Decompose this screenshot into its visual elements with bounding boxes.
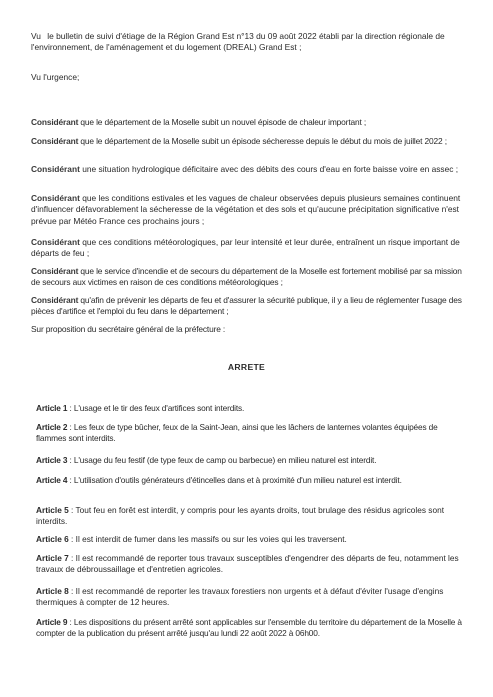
considerant-text: qu'afin de prévenir les départs de feu et d'assurer la sécurité publique, il y a lieu de réglementer l'usage des pièces d'artifice et l'emploi du feu dans le département ; [31, 295, 462, 317]
article-text: : L'utilisation d'outils générateurs d'étincelles dans et à proximité d'un milieu naturel est interdit. [67, 475, 402, 485]
article-paragraph [36, 553, 466, 576]
article-text: : Les feux de type bûcher, feux de la Saint-Jean, ainsi que les lâchers de lanternes volantes équipées de flammes sont interdits. [36, 422, 438, 444]
article-label: Article 5 [36, 505, 69, 515]
article-paragraph [36, 534, 466, 545]
article-label: Article 4 [36, 475, 68, 485]
proposition-text: Sur proposition du secrétaire général de la préfecture : [31, 324, 226, 334]
article-paragraph [36, 617, 466, 640]
proposition-paragraph [31, 324, 466, 335]
considerant-text: que ces conditions météorologiques, par leur intensité et leur durée, entraînent un risque important de départs de feu ; [31, 237, 460, 259]
article-label: Article 8 [36, 586, 69, 596]
considerant-label: Considérant [31, 237, 80, 247]
article-label: Article 6 [36, 534, 69, 544]
article-paragraph [36, 475, 466, 486]
article-text: : L'usage et le tir des feux d'artifices sont interdits. [67, 403, 245, 413]
article-text: : Tout feu en forêt est interdit, y compris pour les ayants droits, tout brulage des résidus agricoles sont interdits. [36, 505, 444, 527]
article-text: : L'usage du feu festif (de type feux de camp ou barbecue) en milieu naturel est interdit. [67, 455, 377, 465]
considerant-paragraph [31, 266, 466, 289]
article-label: Article 9 [36, 617, 68, 627]
article-paragraph [36, 586, 466, 609]
article-text: : Il est recommandé de reporter tous travaux susceptibles d'engendrer des départs de feu, notamment les travaux de débroussaillage et d'entretien agricoles. [36, 553, 459, 575]
considerant-text: que le département de la Moselle subit un épisode sécheresse depuis le début du mois de juillet 2022 ; [78, 136, 447, 146]
article-label: Article 2 [36, 422, 68, 432]
considerant-text: que les conditions estivales et les vagues de chaleur observées depuis plusieurs semaines continuent d'influencer défavorablement la sécheresse de la végétation et des sols et qu'aucune précipitation significative n'est prévue par Météo France ces prochains jours ; [31, 193, 461, 226]
vu-bulletin-text: le bulletin de suivi d'étiage de la Région Grand Est n°13 du 09 août 2022 établi par la direction régionale de l'environnement, de l'aménagement et du logement (DREAL) Grand Est ; [31, 31, 445, 53]
article-paragraph [36, 403, 466, 414]
considerant-paragraph [31, 164, 466, 175]
vu-bulletin-paragraph [31, 31, 466, 54]
considerant-paragraph [31, 117, 466, 128]
considerant-paragraph [31, 237, 466, 260]
considerant-label: Considérant [31, 164, 80, 174]
considerant-label: Considérant [31, 266, 79, 276]
considerant-paragraph [31, 295, 466, 318]
considerant-label: Considérant [31, 117, 79, 127]
considerant-label: Considérant [31, 193, 80, 203]
considerant-label: Considérant [31, 136, 79, 146]
article-label: Article 7 [36, 553, 69, 563]
considerant-text: que le département de la Moselle subit un nouvel épisode de chaleur important ; [78, 117, 367, 127]
vu-prefix: Vu [31, 31, 41, 41]
article-text: : Il est recommandé de reporter les travaux forestiers non urgents et à défaut d'éviter l'usage d'engins thermiques à compter de 12 heures. [36, 586, 444, 608]
article-paragraph [36, 455, 466, 466]
article-label: Article 3 [36, 455, 68, 465]
considerant-text: une situation hydrologique déficitaire avec des débits des cours d'eau en forte baisse voire en assec ; [79, 164, 459, 174]
article-text: : Les dispositions du présent arrêté sont applicables sur l'ensemble du territoire du département de la Moselle à compter de la publication du présent arrêté jusqu'au lundi 22 août 2022 à 06h00. [36, 617, 462, 639]
considerant-paragraph [31, 136, 466, 147]
arrete-title: ARRETE [227, 362, 266, 372]
article-text: : Il est interdit de fumer dans les massifs ou sur les voies qui les traversent. [68, 534, 347, 544]
article-label: Article 1 [36, 403, 68, 413]
vu-urgence-text: Vu l'urgence; [31, 72, 80, 82]
considerant-label: Considérant [31, 295, 79, 305]
considerant-text: que le service d'incendie et de secours du département de la Moselle est fortement mobilisé par sa mission de secours aux victimes en raison de ces conditions météorologiques ; [31, 266, 462, 288]
article-paragraph [36, 422, 466, 445]
considerant-paragraph [31, 193, 466, 227]
vu-urgence-paragraph [31, 72, 466, 83]
article-paragraph [36, 505, 466, 528]
